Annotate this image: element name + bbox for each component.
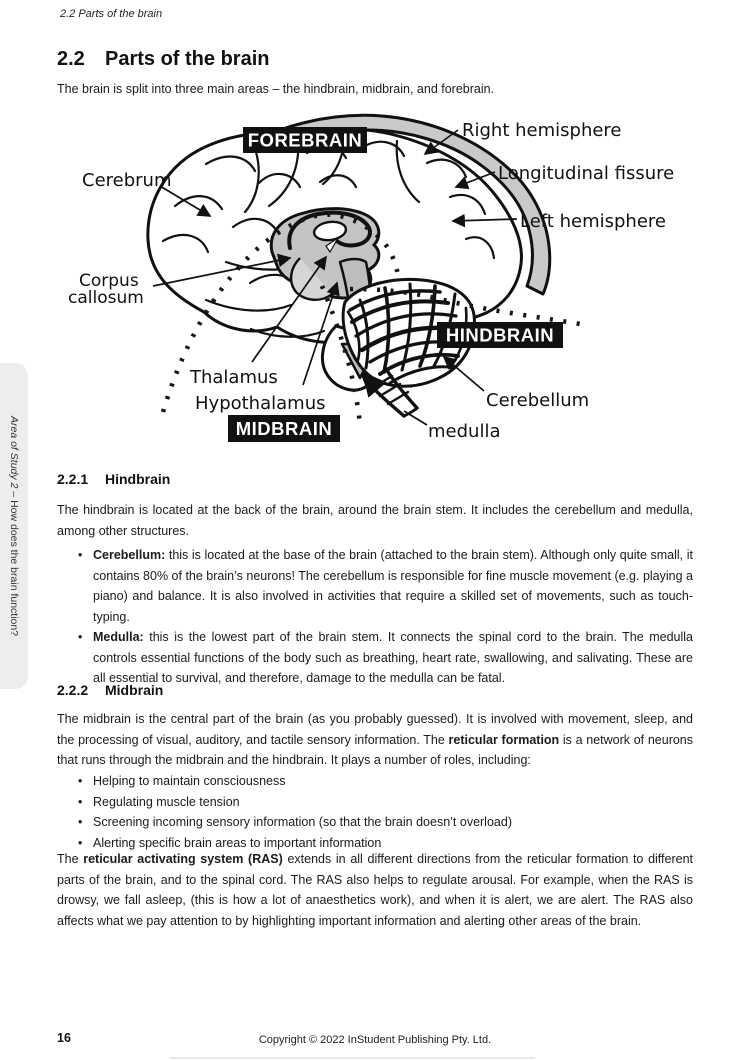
midbrain-paragraph: The midbrain is the central part of the brain (as you probably guessed). It is involved with movement, sleep, and the processing of visual, auditory, and tactile sensory information. The reticular formation is a network of neurons that runs through the midbrain and the hindbrain. It plays a number of roles, including: [57,712,694,767]
label-medulla: medulla [428,421,501,442]
list-item-text: Cerebellum: this is located at the base of the brain (attached to the brain stem). Although only quite small, it contains 80% of the brain’s neurons! The cerebellum is responsible for fine muscle movement (e.g. playing a piano) and balance. It is also involved in activities that require a skilled set of movements, such as touch-typing. [93,548,693,624]
bullet-marker: • [78,774,83,788]
bullet-marker: • [78,794,83,809]
list-item [57,792,693,813]
side-tab-text-italic: Area of Study 2 – [8,415,20,501]
midbrain-box-label: MIDBRAIN [235,418,333,439]
midbrain-bullet-list [57,771,693,853]
label-thalamus: Thalamus [190,367,278,388]
list-item-text: Regulating muscle tension [93,794,240,809]
list-item-text: Helping to maintain consciousness [93,774,286,788]
midbrain-box [228,415,340,442]
brain-diagram [55,100,705,462]
forebrain-box [243,127,367,153]
chapter-side-tab [0,363,28,689]
list-item-text: Alerting specific brain areas to important information [93,835,382,850]
list-item [57,771,693,792]
page-edge-artifact [170,1057,535,1059]
subsection-title-text: Hindbrain [105,471,171,487]
side-tab-text-rest: How does the brain function? [8,500,20,637]
bullet-marker: • [78,835,83,850]
label-callosum: callosum [68,288,144,308]
running-head: 2.2 Parts of the brain [60,8,163,20]
page-number: 16 [57,1031,71,1045]
label-right-hemisphere: Right hemisphere [462,120,622,141]
label-left-hemisphere: Left hemisphere [520,211,666,232]
list-item-text: Screening incoming sensory information (so that the brain doesn’t overload) [93,815,512,829]
list-item [57,627,693,689]
hindbrain-box [437,322,563,348]
subsection-heading-hindbrain [57,471,170,487]
side-tab-text [8,416,20,636]
label-cerebellum: Cerebellum [486,390,590,411]
list-item [57,812,693,833]
subsection-heading-midbrain [57,682,163,698]
label-hypothalamus: Hypothalamus [195,393,326,414]
section-number: 2.2 [57,48,85,70]
hindbrain-box-label: HINDBRAIN [445,324,555,346]
bullet-marker: • [78,630,83,644]
section-title-text: Parts of the brain [105,48,270,70]
forebrain-box-label: FOREBRAIN [247,129,363,151]
label-corpus: Corpus [79,271,139,291]
bullet-marker: • [78,815,83,829]
list-item-text: Medulla: this is the lowest part of the brain stem. It connects the spinal cord to the brain. The medulla controls essential functions of the body such as breathing, heart rate, swallowing, and salivating. These are all essential to survival, and therefore, damage to the medulla can be fatal. [93,630,693,685]
copyright-line: Copyright © 2022 InStudent Publishing Pty. Ltd. [258,1034,492,1046]
list-item [57,545,693,627]
bullet-marker: • [78,548,83,562]
page-title [57,48,269,71]
subsection-number: 2.2.2 [57,682,89,698]
intro-paragraph: The brain is split into three main areas – the hindbrain, midbrain, and forebrain. [57,82,495,96]
label-longitudinal-fissure: Longitudinal fissure [498,163,675,184]
hindbrain-paragraph: The hindbrain is located at the back of the brain, around the brain stem. It includes the cerebellum and medulla, among other structures. [57,503,693,538]
ras-paragraph: The reticular activating system (RAS) extends in all different directions from the reticular formation to different parts of the brain, and to the spinal cord. The RAS also helps to regulate arousal. For example, when the RAS is drowsy, we fall asleep, (this is how a lot of anaesthetics work), and when it is alert, we are alert. The RAS also affects what we pay attention to by highlighting important information and alerting other areas of the brain. [57,852,694,928]
subsection-title-text: Midbrain [105,682,164,698]
hindbrain-bullet-list [57,545,693,689]
subsection-number: 2.2.1 [57,471,89,487]
label-cerebrum: Cerebrum [82,170,172,191]
